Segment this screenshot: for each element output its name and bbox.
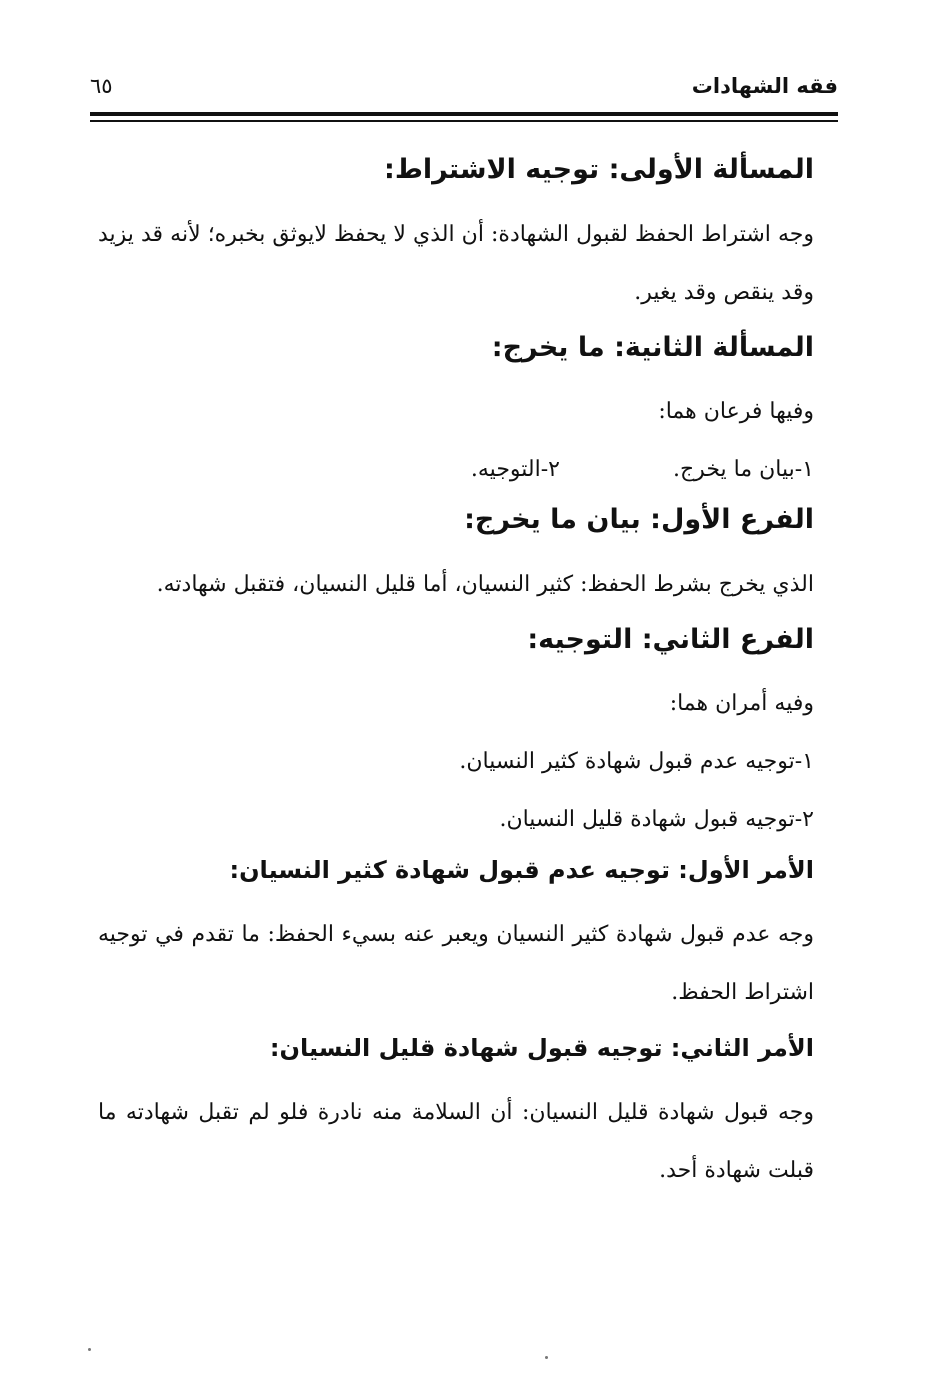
header-rule-thin — [90, 120, 838, 122]
matter-one-paragraph: وجه عدم قبول شهادة كثير النسيان ويعبر عنه بسيء الحفظ: ما تقدم في توجيه اشتراط الحفظ. — [98, 922, 814, 1005]
issue-two-list — [98, 442, 814, 498]
scan-speck — [88, 1348, 91, 1351]
page-content — [98, 150, 814, 1206]
branch-one-heading: الفرع الأول: بيان ما يخرج: — [464, 504, 814, 535]
branch-two-item-1: ١-توجيه عدم قبول شهادة كثير النسيان. — [459, 749, 814, 774]
issue-one-paragraph: وجه اشتراط الحفظ لقبول الشهادة: أن الذي لا يحفظ لايوثق بخبره؛ لأنه قد يزيد وقد ينقص وقد يغير. — [98, 222, 814, 305]
scan-speck — [545, 1356, 548, 1359]
page-number: ٦٥ — [90, 74, 113, 98]
issue-one-heading: المسألة الأولى: توجيه الاشتراط: — [384, 154, 814, 185]
issue-two-heading: المسألة الثانية: ما يخرج: — [491, 332, 814, 363]
branch-two-item-2: ٢-توجيه قبول شهادة قليل النسيان. — [499, 807, 814, 832]
issue-two-item-1: ١-بيان ما يخرج. — [672, 457, 814, 482]
issue-two-item-2: ٢-التوجيه. — [470, 457, 560, 482]
issue-two-intro: وفيها فرعان هما: — [658, 399, 814, 424]
matter-one-heading: الأمر الأول: توجيه عدم قبول شهادة كثير النسيان: — [229, 856, 814, 884]
running-header — [90, 74, 838, 104]
branch-two-intro: وفيه أمران هما: — [669, 691, 814, 716]
matter-two-paragraph: وجه قبول شهادة قليل النسيان: أن السلامة منه نادرة فلو لم تقبل شهادته ما قبلت شهادة أحد. — [98, 1100, 814, 1183]
matter-two-heading: الأمر الثاني: توجيه قبول شهادة قليل النسيان: — [269, 1034, 814, 1062]
branch-two-heading: الفرع الثاني: التوجيه: — [527, 624, 814, 655]
book-title: فقه الشهادات — [691, 74, 838, 98]
branch-one-paragraph: الذي يخرج بشرط الحفظ: كثير النسيان، أما قليل النسيان، فتقبل شهادته. — [156, 572, 814, 597]
header-rule-thick — [90, 112, 838, 116]
